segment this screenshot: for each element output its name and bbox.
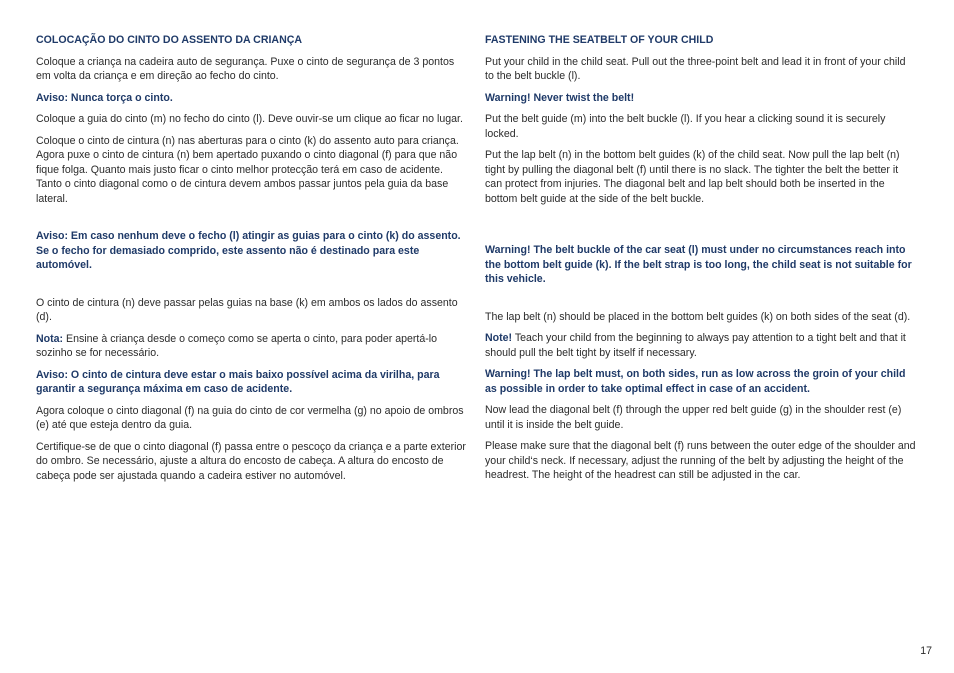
warning-en-3: Warning! The lap belt must, on both sides, run as low across the groin of your child as possible in order to take optimal effect in case of an accident. (485, 368, 906, 395)
paragraph-en-4: The lap belt (n) should be placed in the bottom belt guides (k) on both sides of the seat (d). (485, 310, 911, 323)
section-heading-en: FASTENING THE SEATBELT OF YOUR CHILD (485, 34, 714, 46)
paragraph-pt-2: Coloque a guia do cinto (m) no fecho do cinto (l). Deve ouvir-se um clique ao ficar no lugar. (36, 113, 463, 125)
paragraph-en-3: Put the lap belt (n) in the bottom belt guides (k) of the child seat. Now pull the lap belt (n) tight by pulling the diagonal belt (f) until there is no slack. The tighter the belt the better it can protect from injuries. The diagonal belt and lap belt should both be inserted in the bottom belt guide at the side of the belt buckle. (485, 149, 900, 205)
paragraph-pt-5: Agora coloque o cinto diagonal (f) na guia do cinto de cor vermelha (g) no apoio de ombros (e) até que esteja dentro da guia. (36, 404, 464, 431)
note-text-pt: Ensine à criança desde o começo como se aperta o cinto, para poder apertá-lo sozinho se for necessário. (36, 332, 438, 359)
paragraph-pt-1: Coloque a criança na cadeira auto de segurança. Puxe o cinto de segurança de 3 pontos em volta da criança e em direção ao fecho do cinto. (36, 55, 455, 82)
spacer (36, 280, 468, 296)
paragraph-en-6: Please make sure that the diagonal belt (f) runs between the outer edge of the shoulder and your child‘s neck. If necessary, adjust the running of the belt by adjusting the height of the headrest. The height of the headrest can still be adjusted in the car. (485, 440, 916, 481)
paragraph-pt-4: O cinto de cintura (n) deve passar pelas guias na base (k) em ambos os lados do assento (d). (36, 296, 458, 323)
page-number: 17 (920, 645, 932, 657)
spacer (485, 294, 917, 310)
paragraph-pt-3: Coloque o cinto de cintura (n) nas aberturas para o cinto (k) do assento auto para criança. Agora puxe o cinto de cintura (n) bem apertado puxando o cinto diagonal (f) para que não fique folga. Quanto mais justo ficar o cinto melhor protecção terá em caso de acidente. Tanto o cinto diagonal como o de cintura devem ambos passar juntos pela guia da base lateral. (36, 134, 459, 205)
section-heading-pt: COLOCAÇÃO DO CINTO DO ASSENTO DA CRIANÇA (36, 34, 303, 46)
paragraph-en-2: Put the belt guide (m) into the belt buckle (l). If you hear a clicking sound it is securely locked. (485, 113, 886, 140)
english-column (485, 33, 917, 490)
portuguese-column (36, 33, 468, 490)
warning-en-2: Warning! The belt buckle of the car seat (l) must under no circumstances reach into the bottom belt guide (k). If the belt strap is too long, the child seat is not suitable for this vehicle. (485, 244, 912, 285)
warning-pt-1: Aviso: Nunca torça o cinto. (36, 91, 173, 104)
note-en (485, 331, 917, 360)
spacer (36, 213, 468, 229)
warning-pt-3: Aviso: O cinto de cintura deve estar o mais baixo possível acima da virilha, para garantir a segurança máxima em caso de acidente. (36, 368, 440, 395)
note-label-en: Note! (485, 332, 513, 344)
note-text-en: Teach your child from the beginning to always pay attention to a tight belt and that it should pull the belt tight by itself if necessary. (485, 332, 906, 359)
spacer (485, 213, 917, 243)
paragraph-pt-6: Certifique-se de que o cinto diagonal (f) passa entre o pescoço da criança e a parte exterior do ombro. Se necessário, ajuste a altura do encosto de cabeça. A altura do encosto de cabeça pode ser ajustada quando a cadeira estiver no automóvel. (36, 440, 466, 482)
paragraph-en-1: Put your child in the child seat. Pull out the three-point belt and lead it in front of your child to the belt buckle (l). (485, 55, 906, 82)
note-pt (36, 332, 468, 361)
paragraph-en-5: Now lead the diagonal belt (f) through the upper red belt guide (g) in the shoulder rest (e) until it is inside the belt guide. (485, 404, 902, 431)
note-label-pt: Nota: (36, 332, 64, 345)
warning-en-1: Warning! Never twist the belt! (485, 91, 635, 104)
warning-pt-2: Aviso: Em caso nenhum deve o fecho (l) atingir as guias para o cinto (k) do assento. Se o fecho for demasiado comprido, este assento não é destinado para este automóvel. (36, 230, 461, 271)
